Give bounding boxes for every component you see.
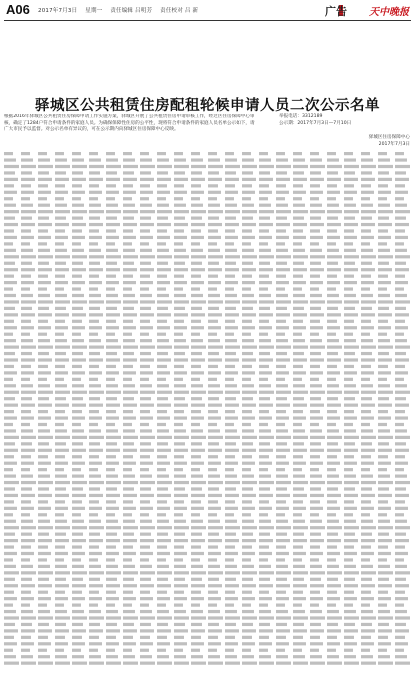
- header-divider: [4, 20, 411, 21]
- name-column: [38, 150, 54, 672]
- signature-date: 2017年7月3日: [378, 141, 410, 147]
- issue-weekday: 星期一: [85, 8, 103, 14]
- name-column: [327, 150, 343, 672]
- hotline: 举报电话：3312189: [279, 114, 323, 119]
- notice-signature: [369, 135, 410, 148]
- name-column: [344, 150, 360, 672]
- name-column: [310, 150, 326, 672]
- editor-credit: 责任编辑 吕明芳: [110, 8, 153, 14]
- name-column: [395, 150, 411, 672]
- notice-contact: [279, 114, 351, 127]
- newspaper-logo: 天中晚报: [369, 7, 409, 18]
- notice-title: 驿城区公共租赁住房配租轮候申请人员二次公示名单: [35, 98, 380, 114]
- name-column: [191, 150, 207, 672]
- name-column: [4, 150, 20, 672]
- page-header: [0, 0, 415, 22]
- page-number: A06: [6, 2, 30, 17]
- publicity-period: 公示期：2017年7月3日—7月10日: [279, 120, 352, 126]
- name-column: [55, 150, 71, 672]
- issue-date: 2017年7月3日: [38, 8, 78, 14]
- name-column: [276, 150, 292, 672]
- name-column: [21, 150, 37, 672]
- name-column: [225, 150, 241, 672]
- name-column: [89, 150, 105, 672]
- name-column: [361, 150, 377, 672]
- notice-intro: 根据2016年驿城区公共租赁住房保障申请工作实施方案，驿城区开展了公共租赁住房申请审核工作，经过区住房保障中心审核，确定了1284户符合申请条件的家庭人员。为确保保障性住房的公平性，现将符合申请条件的家庭人员名单公示如下，请广大市民予以监督。对公示名单有异议的，可在公示期内向驿城区住房保障中心反映。: [4, 114, 255, 133]
- name-column: [123, 150, 139, 672]
- name-column: [140, 150, 156, 672]
- proofreader-credit: 责任校对 吕 新: [160, 8, 199, 14]
- name-column: [157, 150, 173, 672]
- header-info: [38, 6, 204, 14]
- issuer: 驿城区住房保障中心: [368, 135, 410, 140]
- applicant-list: [4, 150, 411, 672]
- name-column: [208, 150, 224, 672]
- name-column: [378, 150, 394, 672]
- name-column: [242, 150, 258, 672]
- name-column: [259, 150, 275, 672]
- name-column: [72, 150, 88, 672]
- section-label: 广告: [325, 5, 347, 18]
- name-column: [293, 150, 309, 672]
- name-column: [106, 150, 122, 672]
- name-column: [174, 150, 190, 672]
